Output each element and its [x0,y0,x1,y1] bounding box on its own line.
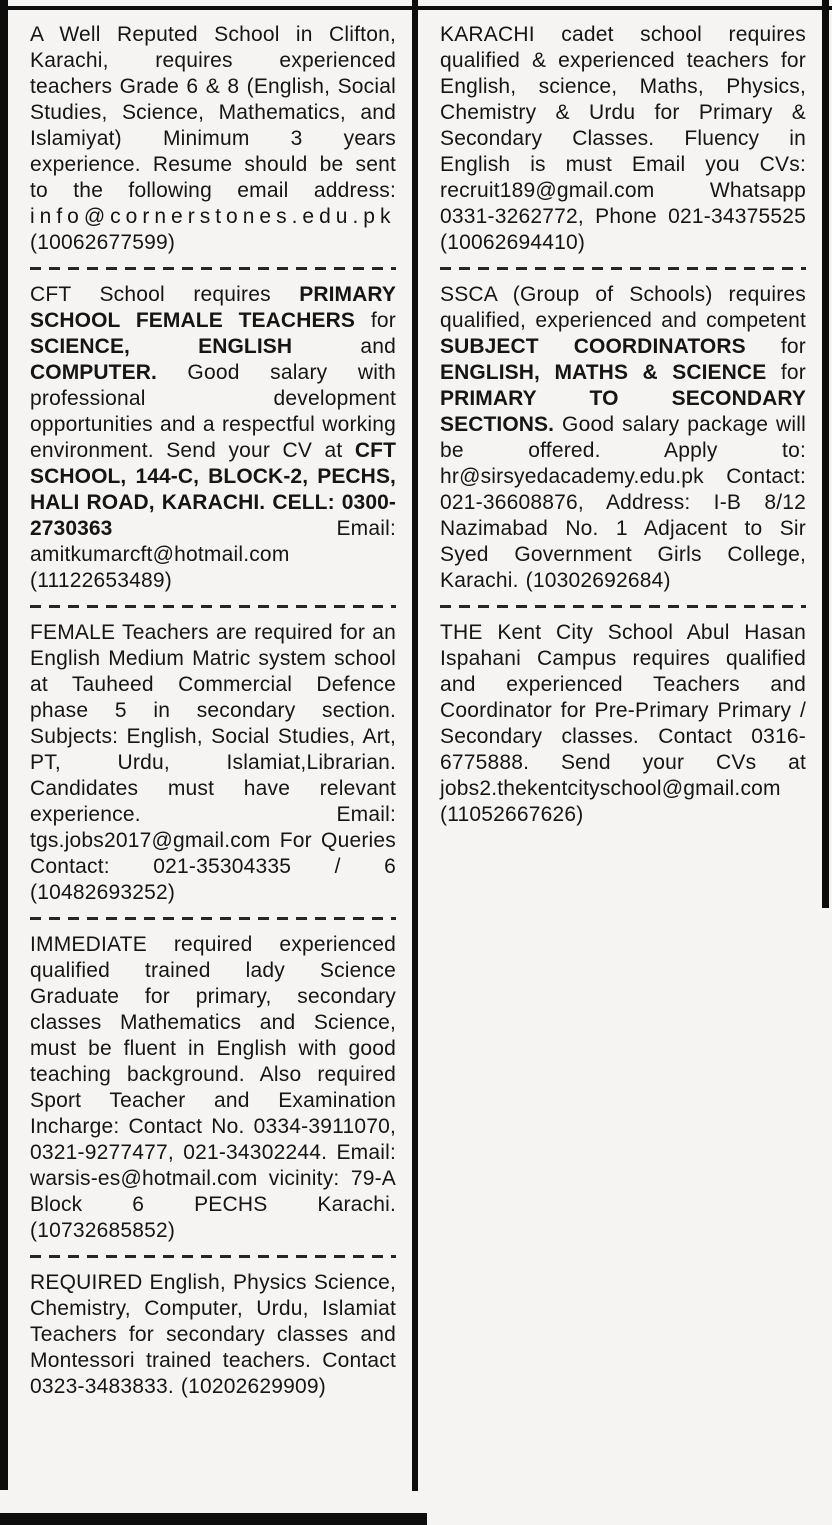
ad-separator [30,1255,396,1258]
ad-text: KARACHI cadet school requires qualified & experienced teachers for English, science, Maths, Physics, Chemistry & Urdu for Primary & Secondary Classes. Fluency in English is must Email you CVs: recruit189@gmail.com Whatsapp 0331-3262772, Phone 021-34375525 (10062694410) [440,23,806,254]
ad-separator [30,605,396,608]
column-divider [412,0,418,1491]
ad-text: THE Kent City School Abul Hasan Ispahani Campus requires qualified and experienced Teachers and Coordinator for Pre-Primary Primary / Secondary classes. Contact 0316-6775888. Send your CVs at jobs2.thekentcityschool@gmail.com (11052667626) [440,621,806,826]
ad-kent-city-school [440,620,806,828]
ad-separator [30,267,396,270]
ad-text: FEMALE Teachers are required for an English Medium Matric system school at Tauheed Commercial Defence phase 5 in secondary section. Subjects: English, Social Studies, Art, PT, Urdu, Islamiat,Librarian. Candidates must have relevant experience. Email: tgs.jobs2017@gmail.com For Queries Contact: 021-35304335 / 6 (10482693252) [30,621,396,904]
right-column [440,10,806,828]
ad-female-teachers [30,620,396,906]
left-edge-bar [0,0,8,1490]
ad-ssca-schools [440,282,806,594]
ad-separator [30,917,396,920]
right-edge-bar [822,0,829,908]
ad-separator [440,605,806,608]
ad-text: A Well Reputed School in Clifton, Karachi, requires experienced teachers Grade 6 & 8 (English, Social Studies, Science, Mathematics, and Islamiyat) Minimum 3 years experience. Resume should be sent to the following email address: info@cornerstones.edu.pk (10062677599) [30,23,396,254]
ad-separator [440,267,806,270]
next-section-border [0,1513,427,1525]
ad-text: REQUIRED English, Physics Science, Chemistry, Computer, Urdu, Islamiat Teachers for secondary classes and Montessori trained teachers. Contact 0323-3483833. (10202629909) [30,1271,396,1398]
left-column [30,10,396,1400]
ad-well-reputed-school [30,22,396,256]
ad-required-teachers [30,1270,396,1400]
ad-cft-school [30,282,396,594]
ad-text: SSCA (Group of Schools) requires qualified, experienced and competent SUBJECT COORDINATORS for ENGLISH, MATHS & SCIENCE for PRIMARY TO SECONDARY SECTIONS. Good salary package will be offered. Apply to: hr@sirsyedacademy.edu.pk Contact: 021-36608876, Address: I-B 8/12 Nazimabad No. 1 Adjacent to Sir Syed Government Girls College, Karachi. (10302692684) [440,283,806,592]
ad-text: CFT School requires PRIMARY SCHOOL FEMALE TEACHERS for SCIENCE, ENGLISH and COMPUTER. Good salary with professional development opportunities and a respectful working environment. Send your CV at CFT SCHOOL, 144-C, BLOCK-2, PECHS, HALI ROAD, KARACHI. CELL: 0300-2730363 Email: amitkumarcft@hotmail.com (11122653489) [30,283,396,592]
ad-immediate-required [30,932,396,1244]
ad-text: IMMEDIATE required experienced qualified trained lady Science Graduate for primary, secondary classes Mathematics and Science, must be fluent in English with good teaching background. Also required Sport Teacher and Examination Incharge: Contact No. 0334-3911070, 0321-9277477, 021-34302244. Email: warsis-es@hotmail.com vicinity: 79-A Block 6 PECHS Karachi. (10732685852) [30,933,396,1242]
ad-karachi-cadet-school [440,22,806,256]
